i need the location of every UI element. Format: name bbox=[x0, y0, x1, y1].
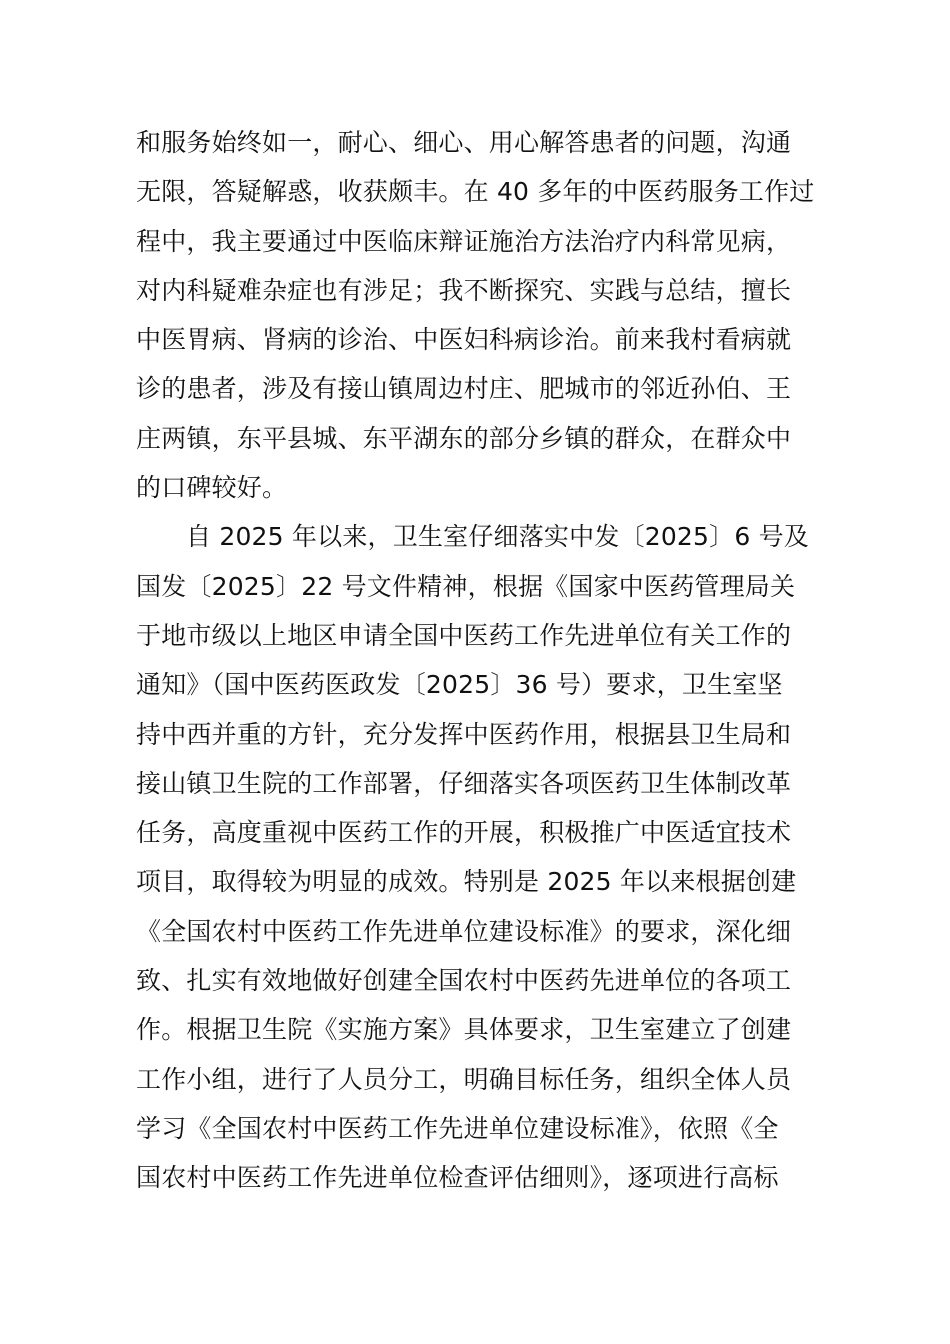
text-line: 对内科疑难杂症也有涉足；我不断探究、实践与总结，擅长 bbox=[136, 275, 792, 305]
text-line: 和服务始终如一，耐心、细心、用心解答患者的问题，沟通 bbox=[136, 128, 792, 157]
text-line: 于地市级以上地区申请全国中医药工作先进单位有关工作的 bbox=[136, 620, 792, 650]
text-line: 中医胃病、肾病的诊治、中医妇科病诊治。前来我村看病就 bbox=[136, 325, 792, 355]
text-line: 作。根据卫生院《实施方案》具体要求，卫生室建立了创建 bbox=[136, 1015, 792, 1045]
text-line: 《全国农村中医药工作先进单位建设标准》的要求，深化细 bbox=[136, 916, 792, 946]
text-line: 工作小组，进行了人员分工，明确目标任务，组织全体人员 bbox=[136, 1064, 792, 1094]
text-line: 程中，我主要通过中医临床辩证施治方法治疗内科常见病， bbox=[136, 226, 792, 256]
text-line: 无限，答疑解惑，收获颇丰。在 40 多年的中医药服务工作过 bbox=[136, 177, 815, 207]
paragraph-first-line: 自 2025 年以来，卫生室仔细落实中发〔2025〕6 号及 bbox=[186, 522, 809, 552]
text-line: 的口碑较好。 bbox=[136, 473, 288, 503]
text-line: 庄两镇，东平县城、东平湖东的部分乡镇的群众，在群众中 bbox=[136, 423, 792, 453]
text-line: 国农村中医药工作先进单位检查评估细则》，逐项进行高标 bbox=[136, 1163, 779, 1193]
text-line: 项目，取得较为明显的成效。特别是 2025 年以来根据创建 bbox=[136, 867, 797, 897]
body-text bbox=[136, 118, 836, 1203]
text-line: 国发〔2025〕22 号文件精神，根据《国家中医药管理局关 bbox=[136, 571, 796, 601]
text-line: 学习《全国农村中医药工作先进单位建设标准》，依照《全 bbox=[136, 1113, 779, 1143]
text-line: 持中西并重的方针，充分发挥中医药作用，根据县卫生局和 bbox=[136, 719, 792, 749]
text-line: 通知》（国中医药医政发〔2025〕36 号）要求，卫生室坚 bbox=[136, 670, 783, 700]
text-line: 任务，高度重视中医药工作的开展，积极推广中医适宜技术 bbox=[136, 818, 792, 848]
text-line: 接山镇卫生院的工作部署，仔细落实各项医药卫生体制改革 bbox=[136, 768, 792, 798]
text-line: 诊的患者，涉及有接山镇周边村庄、肥城市的邻近孙伯、王 bbox=[136, 374, 792, 404]
text-line: 致、扎实有效地做好创建全国农村中医药先进单位的各项工 bbox=[136, 966, 792, 996]
